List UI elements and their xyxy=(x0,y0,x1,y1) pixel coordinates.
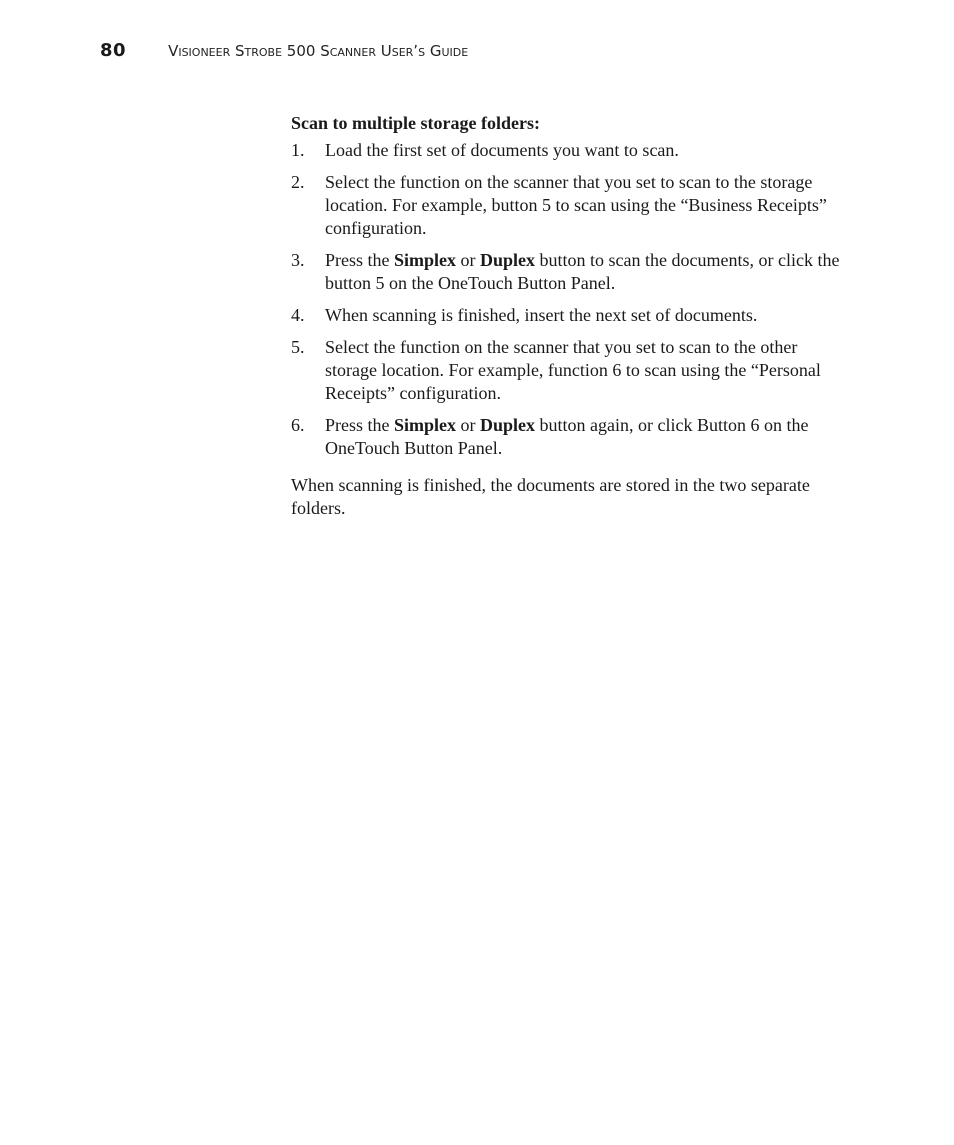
steps-list xyxy=(291,139,851,460)
step-item xyxy=(291,249,851,295)
step-text: When scanning is finished, insert the next set of documents. xyxy=(325,305,758,325)
step-item xyxy=(291,414,851,460)
page-header xyxy=(100,40,468,64)
step-number: 3. xyxy=(291,250,305,270)
step-text: Select the function on the scanner that you set to scan to the other storage location. For example, function 6 to scan using the “Personal Receipts” configuration. xyxy=(325,337,821,403)
step-number: 4. xyxy=(291,305,305,325)
closing-paragraph: When scanning is finished, the documents are stored in the two separate folders. xyxy=(291,475,810,518)
step-number: 2. xyxy=(291,172,305,192)
step-item xyxy=(291,139,851,162)
step-text: Select the function on the scanner that you set to scan to the storage location. For example, button 5 to scan using the “Business Receipts” configuration. xyxy=(325,172,827,238)
step-item xyxy=(291,336,851,405)
running-title: Visioneer Strobe 500 Scanner User’s Guide xyxy=(168,42,469,60)
step-number: 1. xyxy=(291,140,305,160)
duplex-button-label: Duplex xyxy=(480,415,536,435)
main-content xyxy=(291,112,851,520)
simplex-button-label: Simplex xyxy=(394,250,457,270)
section-heading: Scan to multiple storage folders: xyxy=(291,113,540,133)
step-text: Press the Simplex or Duplex button again, or click Button 6 on the OneTouch Button Panel. xyxy=(325,415,809,458)
simplex-button-label: Simplex xyxy=(394,415,457,435)
step-text: Load the first set of documents you want to scan. xyxy=(325,140,679,160)
step-text: Press the Simplex or Duplex button to scan the documents, or click the button 5 on the OneTouch Button Panel. xyxy=(325,250,840,293)
step-item xyxy=(291,304,851,327)
duplex-button-label: Duplex xyxy=(480,250,536,270)
step-item xyxy=(291,171,851,240)
step-number: 6. xyxy=(291,415,305,435)
page-number: 80 xyxy=(100,40,127,61)
step-number: 5. xyxy=(291,337,305,357)
